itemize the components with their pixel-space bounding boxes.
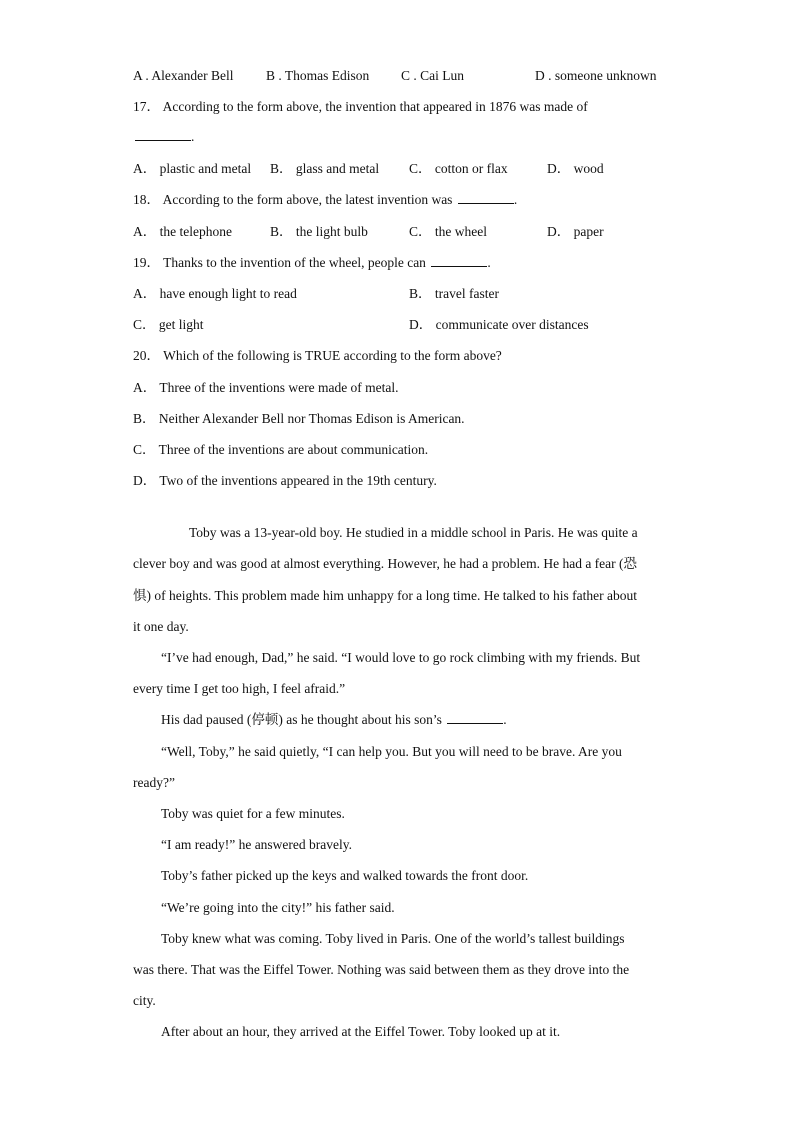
passage-line: it one day. — [133, 619, 189, 634]
q19-option-a[interactable]: A． have enough light to read — [133, 286, 297, 301]
question-19: 19． Thanks to the invention of the wheel, people can . — [133, 255, 491, 270]
q20-option-b[interactable]: B． Neither Alexander Bell nor Thomas Edison is American. — [133, 411, 465, 426]
passage-line: city. — [133, 993, 156, 1008]
q18-option-b[interactable]: B． the light bulb — [270, 224, 368, 239]
q16-option-a[interactable]: A . Alexander Bell — [133, 68, 234, 83]
question-number: 18． — [133, 192, 160, 207]
question-number: 17． — [133, 99, 160, 114]
question-number: 19． — [133, 255, 160, 270]
q16-option-b[interactable]: B . Thomas Edison — [266, 68, 370, 83]
question-17 — [133, 98, 588, 116]
q20-option-c[interactable]: C． Three of the inventions are about communication. — [133, 442, 429, 457]
question-20 — [133, 347, 502, 365]
q19-option-b[interactable]: B． travel faster — [409, 286, 499, 301]
q17-option-c[interactable]: C． cotton or flax — [409, 161, 508, 176]
passage-line: Toby was a 13-year-old boy. He studied in a middle school in Paris. He was quite a — [189, 525, 638, 540]
q16-option-d[interactable]: D . someone unknown — [535, 68, 657, 83]
question-stem: According to the form above, the latest invention was — [162, 192, 453, 207]
passage-line: “I’ve had enough, Dad,” he said. “I would love to go rock climbing with my friends. But — [161, 650, 641, 665]
passage-line: “Well, Toby,” he said quietly, “I can help you. But you will need to be brave. Are you — [161, 744, 622, 759]
passage-line: was there. That was the Eiffel Tower. Nothing was said between them as they drove into the — [133, 962, 630, 977]
q16-option-c[interactable]: C . Cai Lun — [401, 68, 464, 83]
answer-blank — [431, 254, 487, 267]
passage-line: Toby’s father picked up the keys and walked towards the front door. — [161, 868, 529, 883]
question-stem: According to the form above, the invention that appeared in 1876 was made of — [162, 99, 588, 114]
passage-line: 惧) of heights. This problem made him unhappy for a long time. He talked to his father about — [133, 588, 638, 603]
passage-line: His dad paused (停顿) as he thought about his son’s . — [161, 712, 507, 727]
q18-option-a[interactable]: A． the telephone — [133, 224, 232, 239]
passage-line: “We’re going into the city!” his father said. — [161, 900, 395, 915]
answer-blank — [458, 191, 514, 204]
q17-option-a[interactable]: A． plastic and metal — [133, 161, 252, 176]
question-17-blank: . — [133, 128, 194, 146]
q20-option-d[interactable]: D． Two of the inventions appeared in the 19th century. — [133, 473, 437, 488]
q19-option-d[interactable]: D． communicate over distances — [409, 317, 589, 332]
q17-option-b[interactable]: B． glass and metal — [270, 161, 380, 176]
q19-option-c[interactable]: C． get light — [133, 317, 204, 332]
passage-line: “I am ready!” he answered bravely. — [161, 837, 353, 852]
q18-option-c[interactable]: C． the wheel — [409, 224, 487, 239]
passage-line: Toby knew what was coming. Toby lived in Paris. One of the world’s tallest buildings — [161, 931, 625, 946]
passage-line: After about an hour, they arrived at the Eiffel Tower. Toby looked up at it. — [161, 1024, 561, 1039]
q20-option-a[interactable]: A． Three of the inventions were made of metal. — [133, 380, 399, 395]
question-stem: Thanks to the invention of the wheel, people can — [163, 255, 426, 270]
q17-option-d[interactable]: D． wood — [547, 161, 604, 176]
question-18: 18． According to the form above, the latest invention was . — [133, 192, 518, 207]
passage-line: every time I get too high, I feel afraid.” — [133, 681, 346, 696]
passage-line: ready?” — [133, 775, 175, 790]
question-number: 20． — [133, 348, 160, 363]
answer-blank — [447, 711, 503, 724]
q18-option-d[interactable]: D． paper — [547, 224, 604, 239]
passage-line: Toby was quiet for a few minutes. — [161, 806, 345, 821]
question-stem: Which of the following is TRUE according to the form above? — [163, 348, 502, 363]
passage-line: clever boy and was good at almost everything. However, he had a problem. He had a fear (恐 — [133, 556, 638, 571]
passage-text: His dad paused (停顿) as he thought about his son’s — [161, 712, 442, 727]
